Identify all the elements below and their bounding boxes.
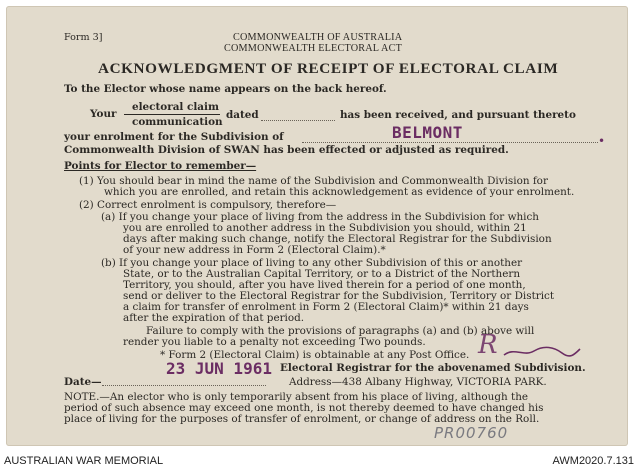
- enrolment-line: your enrolment for the Subdivision of: [64, 131, 284, 143]
- footer-institution: AUSTRALIAN WAR MEMORIAL: [4, 455, 164, 467]
- note-line-3: place of living for the purposes of transfer of enrolment, or change of address on the Roll.: [64, 413, 540, 425]
- point-a-line-4: of your new address in Form 2 (Electoral Claim).*: [123, 244, 386, 256]
- form-2-note: * Form 2 (Electoral Claim) is obtainable at any Post Office.: [160, 349, 470, 361]
- header-line-1: COMMONWEALTH OF AUSTRALIA: [233, 32, 403, 43]
- form-number: Form 3]: [64, 32, 103, 43]
- point-b-line-6: after the expiration of that period.: [123, 312, 305, 324]
- point-b-line-3: Territory, you should, after you have lived therein for a period of one month,: [123, 279, 526, 291]
- note-line-1: NOTE.—An elector who is only temporarily absent from his place of living, although the: [64, 391, 529, 403]
- claim-divider: [124, 114, 220, 115]
- point-a-line-2: you are enrolled to another address in the Subdivision you should, within 21: [123, 222, 527, 234]
- subdivision-field: [302, 142, 598, 143]
- your-label: Your: [90, 108, 117, 120]
- point-2: (2) Correct enrolment is compulsory, therefore—: [79, 199, 337, 211]
- point-b-line-4: send or deliver to the Electoral Registrar for the Subdivision, Territory or District: [123, 290, 555, 302]
- footer-accession-number: AWM2020.7.131: [552, 455, 634, 467]
- point-a-line-3: days after making such change, notify the Electoral Registrar for the Subdivision: [123, 233, 552, 245]
- point-b-line-2: State, or to the Australian Capital Territory, or to a District of the Northern: [123, 268, 521, 280]
- subdivision-stamp: BELMONT: [392, 123, 463, 142]
- to-elector-line: To the Elector whose name appears on the back hereof.: [64, 83, 387, 95]
- date-label: Date—: [64, 376, 102, 388]
- dated-label: dated: [226, 109, 259, 121]
- point-b-line-1: (b) If you change your place of living to any other Subdivision of this or another: [101, 257, 523, 269]
- claim-option-bottom: communication: [132, 116, 223, 128]
- point-1-line-1: (1) You should bear in mind the name of the Subdivision and Commonwealth Division for: [79, 175, 548, 187]
- received-line: has been received, and pursuant thereto: [340, 109, 576, 121]
- registrar-signature-flourish: [502, 344, 582, 358]
- date-field: [102, 385, 266, 386]
- registrar-line: Electoral Registrar for the abovenamed Subdivision.: [280, 362, 586, 374]
- point-b-line-5: a claim for transfer of enrolment in Form 2 (Electoral Claim)* within 21 days: [123, 301, 529, 313]
- ink-mark: •: [598, 134, 606, 148]
- division-line: Commonwealth Division of SWAN has been effected or adjusted as required.: [64, 144, 509, 156]
- point-a-line-1: (a) If you change your place of living from the address in the Subdivision for which: [101, 211, 539, 223]
- claim-option-top: electoral claim: [132, 101, 219, 113]
- failure-line-2: render you liable to a penalty not exceeding Two pounds.: [123, 336, 426, 348]
- registrar-signature: R: [478, 330, 498, 360]
- registrar-address: Address—438 Albany Highway, VICTORIA PARK.: [289, 376, 547, 388]
- points-heading: Points for Elector to remember—: [64, 160, 257, 172]
- card-title: ACKNOWLEDGMENT OF RECEIPT OF ELECTORAL CLAIM: [98, 60, 559, 77]
- dated-field: [261, 120, 335, 121]
- date-stamp: 23 JUN 1961: [166, 359, 272, 378]
- failure-line-1: Failure to comply with the provisions of paragraphs (a) and (b) above will: [146, 325, 535, 337]
- footer-bar: [0, 450, 640, 472]
- pencil-reference: PR00760: [434, 424, 509, 442]
- point-1-line-2: which you are enrolled, and retain this acknowledgement as evidence of your enrolment.: [104, 186, 575, 198]
- electoral-card: [6, 6, 628, 446]
- note-line-2: period of such absence may exceed one month, is not thereby deemed to have changed his: [64, 402, 544, 414]
- header-line-2: COMMONWEALTH ELECTORAL ACT: [224, 43, 403, 54]
